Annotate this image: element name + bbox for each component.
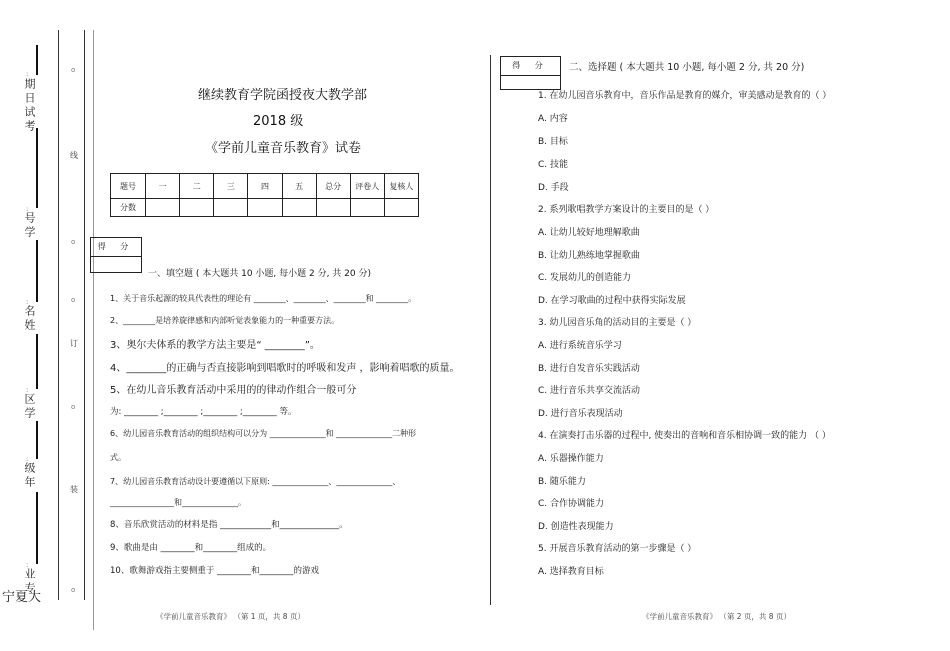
fill-question-6: 6、幼儿园音乐教育活动的组织结构可以分为 ______________和 ______________二种形 [110,429,417,438]
footer-page-2: 《学前儿童音乐教育》 （第 2 页，共 8 页） [642,612,791,621]
district-label: 区学 [23,393,36,421]
choice-option: B. 随乐能力 [538,477,586,487]
colon-mark: : [26,298,29,306]
fill-question-2: 2、________是培养旋律感和内部听觉表象能力的一种重要方法。 [110,316,340,325]
choice-option: C. 发展幼儿的创造能力 [538,273,632,283]
section2-heading: 二、选择题 ( 本大题共 10 小题, 每小题 2 分, 共 20 分) [569,62,805,73]
binding-line-right [84,30,85,600]
student-id-label: 号学 [23,212,36,240]
choice-option: A. 进行系统音乐学习 [538,341,622,351]
choice-option: B. 让幼儿熟练地掌握歌曲 [538,251,640,261]
binding-dot: o [71,403,76,411]
score-table-cell: 五 [282,174,316,199]
score-table-cell: 三 [214,174,248,199]
score-cell[interactable] [248,199,282,217]
choice-option: C. 技能 [538,160,569,170]
score-table-cell: 二 [180,174,214,199]
fill-question-6-cont: 式。 [110,453,126,462]
page-divider [490,55,491,605]
colon-mark: : [26,70,29,78]
fill-question-3: 3、奥尔夫体系的教学方法主要是“ ________”。 [110,340,320,351]
fill-question-7: 7、幼儿园音乐教育活动设计要遵循以下原则: ______________、______________、 [110,477,401,486]
name-label: 名姓 [23,305,36,333]
fill-question-5-cont: 为: ________ ;________ ;________ ;________ 等。 [110,407,297,417]
choice-option: D. 手段 [538,183,569,193]
score-table [110,173,419,217]
binding-char-ding: 订 [70,339,78,348]
choice-question-2: 2. 系列歌唱教学方案设计的主要目的是（ ） [538,205,715,215]
exam-date-label: 期日试考 [23,78,36,134]
fill-question-1: 1、关于音乐起源的较具代表性的理论有 ________、________、________和 ________。 [110,294,417,303]
margin-line [36,240,38,302]
fill-question-8: 8、音乐欣赏活动的材料是指 ____________和______________。 [110,520,348,530]
binding-char-xian: 线 [70,151,78,160]
score-box-label: 得 分 [501,57,560,76]
score-table-cell: 总分 [316,174,350,199]
fill-question-7-cont: ________________和______________。 [110,498,246,507]
binding-dot: o [71,296,76,304]
colon-mark: : [26,205,29,213]
choice-option: B. 目标 [538,137,568,147]
colon-mark: : [26,386,29,394]
choice-option: D. 创造性表现能力 [538,522,614,532]
score-table-cell: 一 [146,174,180,199]
score-table-cell: 复核人 [384,174,418,199]
score-cell[interactable] [180,199,214,217]
fold-line [93,30,94,630]
choice-option: A. 让幼儿较好地理解歌曲 [538,228,640,238]
binding-line-left [58,30,59,600]
score-box-label: 得 分 [91,238,141,257]
score-table-cell: 评卷人 [350,174,384,199]
fill-question-4: 4、________的正确与否直接影响到唱歌时的呼吸和发声 ，影响着唱歌的质量。 [110,363,460,374]
section1-heading: 一、填空题 ( 本大题共 10 小题, 每小题 2 分, 共 20 分) [148,269,371,279]
major-label: 业专 [23,568,36,596]
choice-option: A. 内容 [538,114,568,124]
fill-question-9: 9、歌曲是由 ________和________组成的。 [110,543,272,553]
score-cell[interactable] [214,199,248,217]
margin-line [36,45,38,75]
score-cell[interactable] [282,199,316,217]
margin-line [36,421,38,459]
section2-score-box [500,56,561,90]
footer-page-1: 《学前儿童音乐教育》 （第 1 页，共 8 页） [156,612,305,621]
paper-title: 《学前儿童音乐教育》试卷 [205,141,362,156]
score-cell[interactable] [350,199,384,217]
choice-question-1: 1. 在幼儿园音乐教育中，音乐作品是教育的媒介，审美感动是教育的（ ） [538,91,832,101]
grade-label: 级年 [23,462,36,490]
score-table-cell: 四 [248,174,282,199]
choice-question-5: 5. 开展音乐教育活动的第一步骤是（ ） [538,544,697,554]
choice-question-4: 4. 在演奏打击乐器的过程中, 使奏出的音响和音乐相协调一致的能力 （ ） [538,431,831,441]
binding-dot: o [71,66,76,74]
choice-option: A. 选择教育目标 [538,567,604,577]
choice-option: D. 进行音乐表现活动 [538,409,623,419]
score-table-score-row [111,199,419,217]
year-title: 2018 级 [253,114,304,129]
colon-mark: : [26,561,29,569]
margin-line [36,492,38,564]
choice-option: B. 进行自发音乐实践活动 [538,364,640,374]
score-cell[interactable] [316,199,350,217]
binding-char-zhuang: 装 [70,485,78,494]
score-table-cell: 题号 [111,174,146,199]
fill-question-10: 10、歌舞游戏指主要侧重于 ________和________的游戏 [110,566,320,576]
choice-question-3: 3. 幼儿园音乐角的活动目的主要是（ ） [538,318,697,328]
choice-option: C. 进行音乐共享交流活动 [538,386,641,396]
score-table-cell: 分数 [111,199,146,217]
fill-question-5: 5、在幼儿音乐教育活动中采用的的律动作组合一般可分 [110,385,357,396]
score-cell[interactable] [384,199,418,217]
binding-dot: o [71,586,76,594]
binding-dot: o [71,238,76,246]
score-table-header-row [111,174,419,199]
choice-option: A. 乐器操作能力 [538,454,604,464]
choice-option: D. 在学习歌曲的过程中获得实际发展 [538,296,686,306]
margin-line [36,128,38,208]
choice-option: C. 合作协调能力 [538,499,605,509]
section1-score-box [90,237,142,273]
institution-title: 继续教育学院函授夜大教学部 [198,88,368,103]
colon-mark: : [26,455,29,463]
margin-line [36,334,38,389]
school-name: 宁夏大 [2,590,42,605]
score-cell[interactable] [146,199,180,217]
